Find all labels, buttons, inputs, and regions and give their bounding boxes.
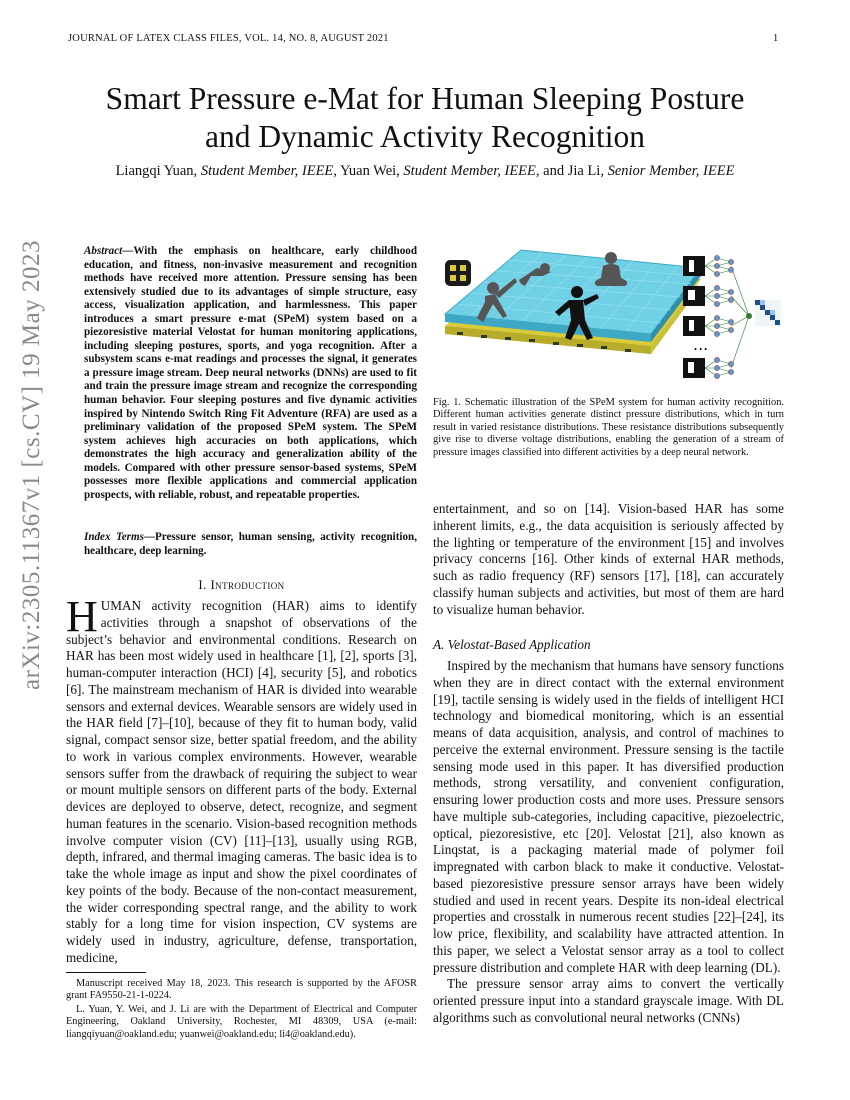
chip-icon xyxy=(445,260,471,286)
neural-network-connections xyxy=(705,258,749,376)
author-list xyxy=(60,163,790,180)
arxiv-stamp[interactable]: arXiv:2305.11367v1 [cs.CV] 19 May 2023 xyxy=(18,240,45,690)
footnote-manuscript: Manuscript received May 18, 2023. This research is supported by the AFOSR grant FA9550-21-1-0224. xyxy=(66,978,417,1002)
subsection-heading-velostat: A. Velostat-Based Application xyxy=(433,637,591,652)
pressure-image-column xyxy=(683,256,708,378)
index-terms xyxy=(84,531,417,558)
figure-ellipsis: ... xyxy=(693,335,709,354)
right-paragraph-1: entertainment, and so on [14]. Vision-based HAR has some inherent limits, e.g., the data acquisition is seriously affected by the lighting or temperature of the environment [15] and involves privacy concerns [16]. Other kinds of external HAR methods, such as radio frequency (RF) sensors [17], [18], can accurately classify human subjects and activities, but most of them are hard to visualize human behavior. xyxy=(433,501,784,617)
author-2-role: Student Member, IEEE xyxy=(403,163,536,179)
figure-1-caption: Fig. 1. Schematic illustration of the SPeM system for human activity recognition. Different human activities generate distinct pressure distributions, which in turn result in varied resistance distributions. These resistance distributions subsequently give rise to diverse voltage distributions, enabling the generation of a stream of pressure images classified into different activities by a deep neural network. xyxy=(433,397,784,458)
abstract-text: —With the emphasis on healthcare, early childhood education, and fitness, non-invasive measurement and recognition methods have received more attention. Pressure sensing has been extensively studied due to its advantages of simple structure, easy access, visualization application, and harmlessness. This paper introduces a smart pressure e-mat (SPeM) system based on a piezoresistive material Velostat for human monitoring applications, including sleeping postures, sports, and yoga recognition. After a subsystem scans e-mat readings and processes the signal, it generates a pressure image stream. Deep neural networks (DNNs) are used to fit and train the pressure image stream and recognize the corresponding human behavior. Four sleeping postures and five dynamic activities inspired by Nintendo Switch Ring Fit Adventure (RFA) are used as a preliminary validation of the proposed SPeM system. The SPeM system achieves high accuracies on both applications, which demonstrates the high accuracy and generalization ability of the models. Compared with other pressure sensor-based systems, SPeM possesses more flexible applications and commercial application prospects, with reliable, robust, and repeatable properties. xyxy=(84,245,417,501)
author-1-role: Student Member, IEEE, xyxy=(200,163,337,179)
neural-network-nodes xyxy=(714,255,752,378)
abstract xyxy=(84,245,417,502)
footnote-affiliation: L. Yuan, Y. Wei, and J. Li are with the Department of Electrical and Computer Engineering, Oakland University, Rochester, MI 48309, USA (e-mail: liangqiyuan@oakland.edu; yuanwei@oakland.edu; li4@oakland.edu). xyxy=(66,1003,417,1040)
title-line-1: Smart Pressure e-Mat for Human Sleeping Posture xyxy=(105,81,745,116)
index-terms-label: Index Terms xyxy=(84,531,144,543)
figure-1-graphic xyxy=(433,246,784,386)
dropcap: H xyxy=(66,592,98,641)
footnote-rule xyxy=(66,972,146,973)
author-1: Liangqi Yuan, xyxy=(115,163,198,179)
right-column-body xyxy=(433,658,784,1027)
right-paragraph-2: Inspired by the mechanism that humans have sensory functions when they are in direct contact with the external environment [19], tactile sensing is widely used in the fields of intelligent HCI technology and biomedical monitoring, which is an essential means of data acquisition, analysis, and control of machines to perceive the external environment. Pressure sensing is the tactile sensing mode used in this paper. It has diversified production methods, strong versatility, and convenient configuration, ensuring lower production costs and more uses. Pressure sensors have multiple sub-categories, including capacitive, piezoelectric, optical, piezoresistive, etc [20]. Velostat [21], also known as Linqstat, is a packaging material made of polymer foil impregnated with carbon black to make it conductive. Velostat-based piezoresistive pressure sensor arrays have been widely studied and used in recent years. Despite its non-ideal electrical properties and crosstalk in numerous recent studies [22]–[24], its low price, flexibility, and scalability have attracted attention. In this paper, we select a Velostat sensor array as a tool to collect pressure distribution and complete HAR with deep learning (DL). xyxy=(433,658,784,975)
author-3-role: Senior Member, IEEE xyxy=(607,163,735,179)
right-paragraph-3: The pressure sensor array aims to convert the vertically oriented pressure input into a standard grayscale image. With DL algorithms such as convolutional neural networks (CNNs) xyxy=(433,976,784,1025)
section-heading-introduction: I. Introduction xyxy=(198,577,285,592)
author-2: Yuan Wei, xyxy=(340,163,400,179)
running-header: JOURNAL OF LATEX CLASS FILES, VOL. 14, NO. 8, AUGUST 2021 xyxy=(68,33,389,44)
page-number: 1 xyxy=(773,33,779,44)
classification-output-matrix xyxy=(755,300,781,326)
footnotes xyxy=(66,978,417,1042)
figure-1 xyxy=(433,246,784,386)
abstract-label: Abstract xyxy=(84,245,123,257)
title-line-2: and Dynamic Activity Recognition xyxy=(204,119,646,154)
author-3: , and Jia Li, xyxy=(535,163,604,179)
introduction-body xyxy=(66,592,417,967)
right-column-top xyxy=(433,501,784,618)
intro-paragraph: UMAN activity recognition (HAR) aims to identify activities through a snapshot of observations of the subject’s behavior and environmental conditions. Research on HAR has been most widely used in healthcare [1], [2], sports [3], human-computer interaction (HCI) [4], security [5], and robotics [6]. The mainstream mechanism of HAR is divided into wearable sensors and external devices. Wearable sensors are widely used in the HAR field [7]–[10], because of they fit to human body, valid signal, compact sensor size, better spatial freedom, and the ability to work in various complex environments. However, wearable sensors suffer from the drawback of requiring the subject to wear or mount multiple sensors on different parts of the body. External devices are deployed to observe, detect, recognize, and segment human features in the scenario. Vision-based recognition methods involve computer vision (CV) [11]–[13], usually using RGB, depth, infrared, and thermal imaging cameras. The basic idea is to take the whole image as input and show the pixel coordinates of key points of the body. Because of the non-contact measurement, the wider corresponding spectral range, and the ability to work stably for a long time for vision inspection, CV systems are widely used in industry, agriculture, defense, transportation, medicine, xyxy=(66,598,417,965)
paper-title xyxy=(60,80,790,156)
index-terms-text: —Pressure sensor, human sensing, activity recognition, healthcare, deep learning. xyxy=(84,531,417,557)
